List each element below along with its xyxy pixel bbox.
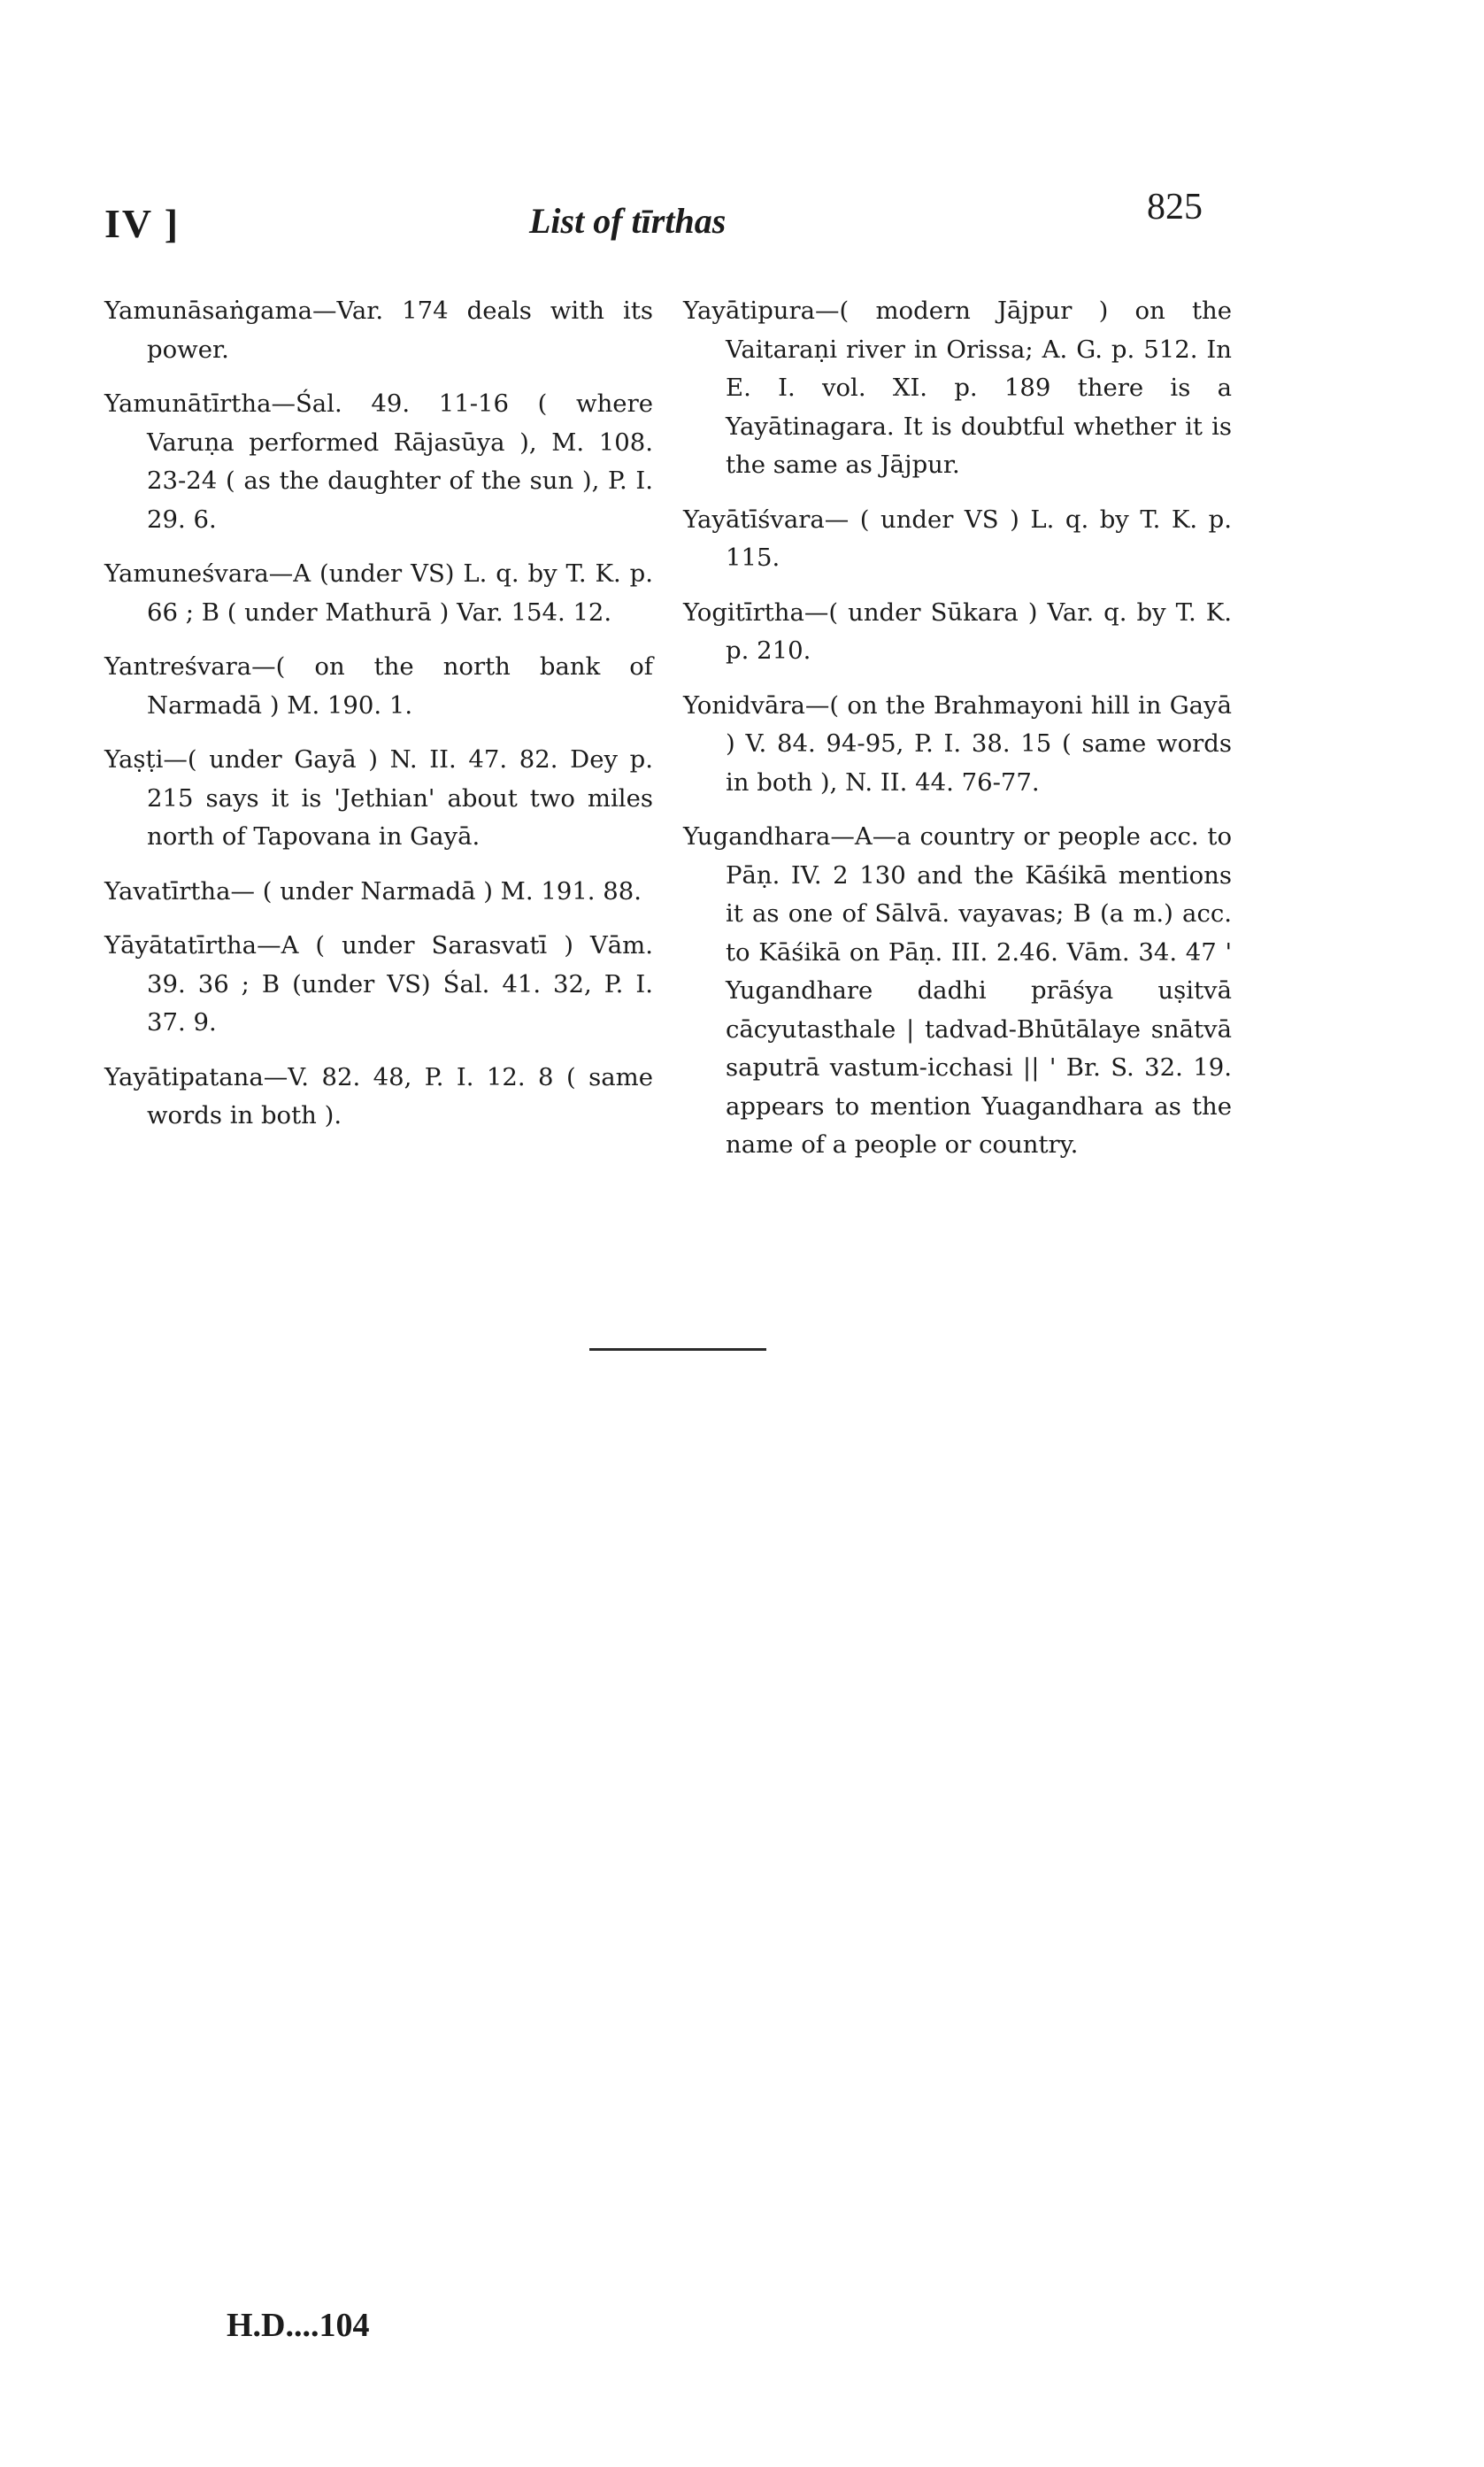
section-end-rule [589, 1348, 766, 1351]
entry-yugandhara: Yugandhara—A—a country or people acc. to Pāṇ. IV. 2 130 and the Kāśikā mentions it as one of Sālvā. vayavas; B (a m.) acc. to Kāśikā on Pāṇ. III. 2.46. Vām. 34. 47 ' Yugandhare dadhi prāśya uṣitvā cācyutasthale | tadvad-Bhūtālaye snātvā saputrā vastum-icchasi || ' Br. S. 32. 19. appears to mention Yuagandhara as the name of a people or country. [683, 822, 1232, 1159]
entry-yayatatirtha: Yāyātatīrtha—A ( under Sarasvatī ) Vām. 39. 36 ; B (under VS) Śal. 41. 32, P. I. 37. 9. [104, 931, 653, 1037]
page-title: List of tīrthas [529, 201, 727, 241]
entry-yayatipura: Yayātipura—( modern Jājpur ) on the Vaitaraṇi river in Orissa; A. G. p. 512. In E. I. vol. XI. p. 189 there is a Yayātinagara. It is doubtful whether it is the same as Jājpur. [683, 297, 1232, 479]
entry-yamunatirtha: Yamunātīrtha—Śal. 49. 11-16 ( where Varuṇa performed Rājasūya ), M. 108. 23-24 ( as the daughter of the sun ), P. I. 29. 6. [104, 389, 653, 534]
right-column [683, 292, 1232, 1181]
part-number: IV ] [104, 201, 181, 246]
page-number: 825 [1147, 187, 1203, 227]
entry-yavatirtha: Yavatīrtha— ( under Narmadā ) M. 191. 88. [104, 876, 642, 906]
left-column [104, 292, 653, 1152]
entry-yantresvara: Yantreśvara—( on the north bank of Narmadā ) M. 190. 1. [104, 652, 653, 720]
entry-yonidvara: Yonidvāra—( on the Brahmayoni hill in Gayā ) V. 84. 94-95, P. I. 38. 15 ( same words in both ), N. II. 44. 76-77. [683, 690, 1232, 797]
entry-yogitirtha: Yogitīrtha—( under Sūkara ) Var. q. by T. K. p. 210. [683, 597, 1232, 665]
entry-yayatisvara: Yayātīśvara— ( under VS ) L. q. by T. K. p. 115. [683, 505, 1232, 572]
signature-mark: H.D....104 [227, 2307, 370, 2344]
entry-yamunesvara: Yamuneśvara—A (under VS) L. q. by T. K. p. 66 ; B ( under Mathurā ) Var. 154. 12. [104, 559, 653, 627]
entry-yasti: Yaṣṭi—( under Gayā ) N. II. 47. 82. Dey p. 215 says it is 'Jethian' about two miles north of Tapovana in Gayā. [104, 745, 653, 851]
entry-yayatipatana: Yayātipatana—V. 82. 48, P. I. 12. 8 ( same words in both ). [104, 1062, 653, 1129]
entry-yamunasangama: Yamunāsaṅgama—Var. 174 deals with its power. [104, 297, 653, 364]
